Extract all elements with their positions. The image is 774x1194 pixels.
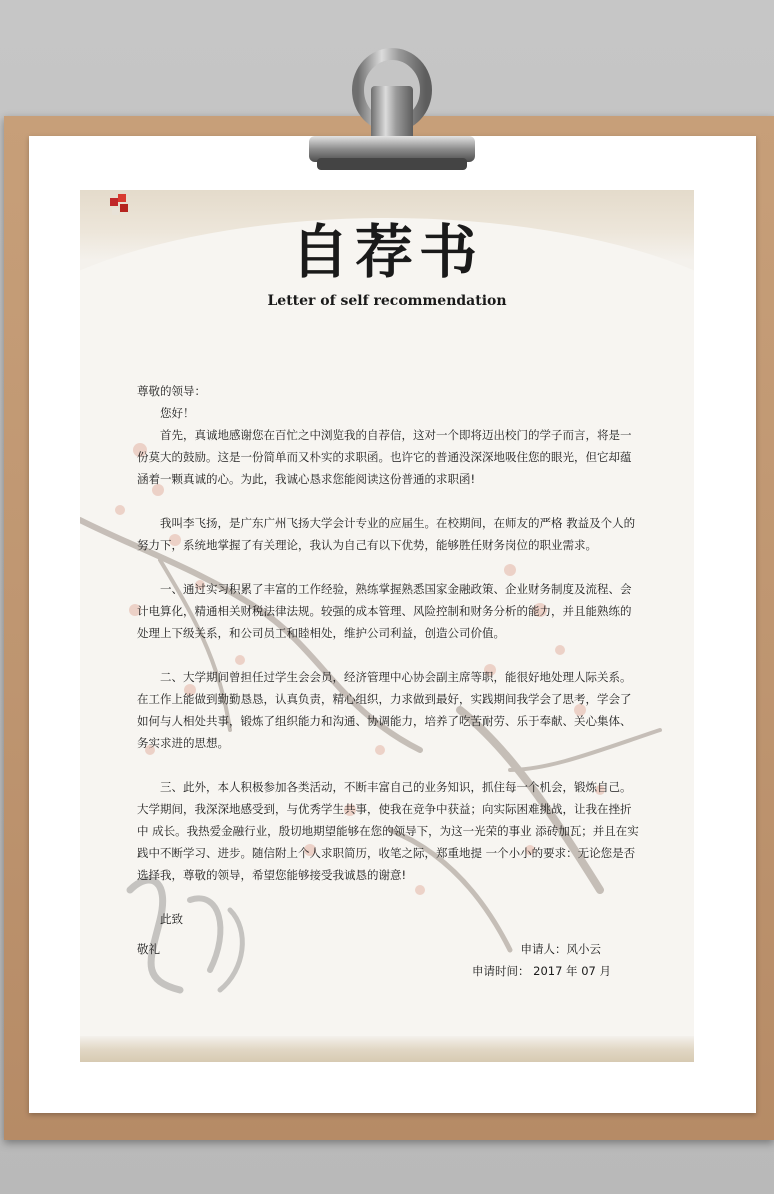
spacer — [137, 490, 641, 512]
spacer — [137, 644, 641, 666]
letterhead-bottom-band — [80, 1036, 694, 1062]
salutation: 尊敬的领导： — [137, 384, 206, 398]
paragraph-2: 我叫李飞扬，是广东广州飞扬大学会计专业的应届生。在校期间，在师友的严格 教益及个人的努力下，系统地掌握了有关理论，我认为自己有以下优势，能够胜任财务岗位的职业需求。 — [137, 516, 636, 552]
closing-jing-li: 敬礼 — [137, 942, 160, 956]
closing-row — [137, 938, 641, 960]
paragraph-4: 二、大学期间曾担任过学生会会员，经济管理中心协会副主席等职，能很好地处理人际关系。在工作上能做到勤勤恳恳，认真负责，精心组织，力求做到最好，实践期间我学会了思考，学会了如何与人相处共事，锻炼了组织能力和沟通、协调能力，培养了吃苦耐劳、乐于奉献、关心集体、务实求进的思想。 — [137, 670, 632, 750]
paragraph-1: 首先，真诚地感谢您在百忙之中浏览我的自荐信，这对一个即将迈出校门的学子而言，将是一份莫大的鼓励。这是一份简单而又朴实的求职函。也许它的普通没深深地吸住您的眼光，但它却蕴涵着一颗真诚的心。为此，我诚心恳求您能阅读这份普通的求职函! — [137, 428, 632, 486]
closing-ci-zhi: 此致 — [160, 912, 183, 926]
spacer — [137, 886, 641, 908]
letter-title-en: Letter of self recommendation — [267, 293, 507, 309]
binder-clip-icon — [307, 26, 477, 176]
letter-body — [137, 380, 641, 982]
spacer — [137, 556, 641, 578]
paragraph-5: 三、此外，本人积极参加各类活动，不断丰富自己的业务知识，抓住每一个机会，锻炼自己。大学期间，我深深地感受到，与优秀学生共事，使我在竞争中获益；向实际困难挑战，让我在挫折中 成长。我热爱金融行业，殷切地期望能够在您的领导下，为这一光荣的事业 添砖加瓦；并且在实践中不断学习、进步。随信附上个人求职简历，收笔之际，郑重地提 一个小小的要求：无论您是否选择我，尊敬的领导，希望您能够接受我诚恳的谢意! — [137, 780, 639, 882]
spacer — [137, 754, 641, 776]
letter-heading — [80, 205, 694, 309]
letter-title-cn: 自荐书 — [290, 218, 483, 286]
greeting: 您好！ — [160, 406, 195, 420]
application-date: 申请时间： 2017 年 07 月 — [471, 964, 611, 978]
applicant-name: 申请人：风小云 — [520, 942, 601, 956]
paragraph-3: 一、通过实习积累了丰富的工作经验，熟练掌握熟悉国家金融政策、企业财务制度及流程、会计电算化，精通相关财税法律法规。较强的成本管理、风险控制和财务分析的能力，并且能熟练的处理上下级关系，和公司员工和睦相处，维护公司利益，创造公司价值。 — [137, 582, 632, 640]
